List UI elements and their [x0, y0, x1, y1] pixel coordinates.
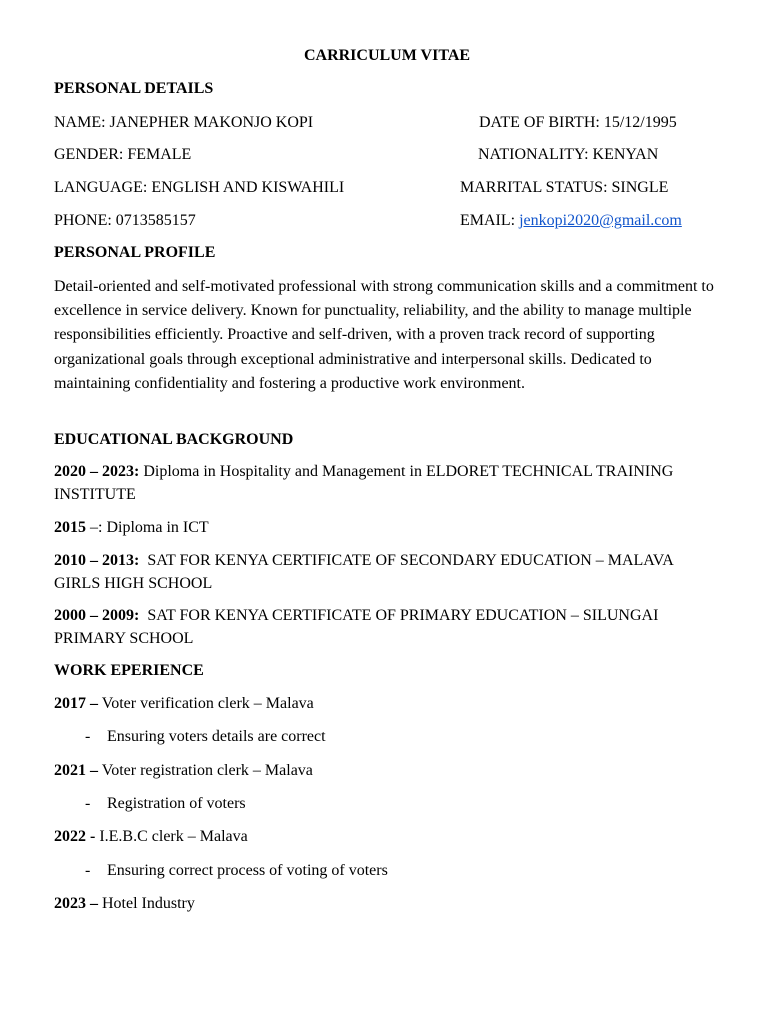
personal-details-heading: PERSONAL DETAILS — [54, 80, 214, 97]
email-link[interactable]: jenkopi2020@gmail.com — [519, 212, 682, 229]
marital-status-field: MARRITAL STATUS: SINGLE — [460, 179, 669, 196]
education-entry — [54, 605, 714, 650]
work-duty: Registration of voters — [107, 795, 246, 812]
education-years: 2000 – 2009: — [54, 607, 140, 624]
work-role: I.E.B.C clerk – Malava — [95, 828, 248, 845]
work-role: Voter verification clerk – Malava — [98, 695, 314, 712]
education-years: 2020 – 2023: — [54, 463, 140, 480]
education-entry — [54, 517, 714, 540]
email-label: EMAIL: — [460, 212, 520, 229]
education-entry — [54, 550, 714, 595]
work-years: 2022 - — [54, 828, 96, 845]
work-role: Hotel Industry — [98, 895, 195, 912]
language-field: LANGUAGE: ENGLISH AND KISWAHILI — [54, 179, 345, 196]
work-entry — [54, 694, 314, 714]
work-experience-heading: WORK EPERIENCE — [54, 662, 204, 679]
name-field: NAME: JANEPHER MAKONJO KOPI — [54, 114, 314, 131]
education-years: 2010 – 2013: — [54, 552, 140, 569]
bullet-dash: - — [85, 862, 91, 879]
phone-field: PHONE: 0713585157 — [54, 212, 196, 229]
work-years: 2021 – — [54, 762, 98, 779]
personal-profile-text: Detail-oriented and self-motivated professional with strong communication skills and a commitment to excellence in service delivery. Known for punctuality, reliability, and the ability to manage multiple responsibilities efficiently. Proactive and self-driven, with a proven track record of supporting organizational goals through exceptional administrative and interpersonal skills. Dedicated to maintaining confidentiality and fostering a productive work environment. — [54, 278, 714, 392]
bullet-dash: - — [85, 795, 91, 812]
education-entry — [54, 461, 714, 506]
work-entry — [54, 827, 248, 847]
education-description: SAT FOR KENYA CERTIFICATE OF PRIMARY EDUCATION – SILUNGAI PRIMARY SCHOOL — [54, 607, 663, 647]
education-description: –: Diploma in ICT — [86, 519, 209, 536]
email-field — [460, 211, 682, 231]
gender-field: GENDER: FEMALE — [54, 146, 192, 163]
work-duty: Ensuring correct process of voting of voters — [107, 862, 388, 879]
work-entry — [54, 761, 313, 781]
bullet-dash: - — [85, 728, 91, 745]
nationality-field: NATIONALITY: KENYAN — [478, 146, 659, 163]
work-role: Voter registration clerk – Malava — [98, 762, 313, 779]
education-description: SAT FOR KENYA CERTIFICATE OF SECONDARY EDUCATION – MALAVA GIRLS HIGH SCHOOL — [54, 552, 677, 592]
work-years: 2023 – — [54, 895, 98, 912]
education-years: 2015 — [54, 519, 86, 536]
work-entry — [54, 894, 195, 914]
work-years: 2017 – — [54, 695, 98, 712]
date-of-birth-field: DATE OF BIRTH: 15/12/1995 — [479, 114, 677, 131]
education-description: Diploma in Hospitality and Management in ELDORET TECHNICAL TRAINING INSTITUTE — [54, 463, 674, 503]
education-heading: EDUCATIONAL BACKGROUND — [54, 431, 294, 448]
work-duty: Ensuring voters details are correct — [107, 728, 326, 745]
personal-profile-heading: PERSONAL PROFILE — [54, 244, 216, 261]
document-title: CARRICULUM VITAE — [303, 47, 471, 64]
